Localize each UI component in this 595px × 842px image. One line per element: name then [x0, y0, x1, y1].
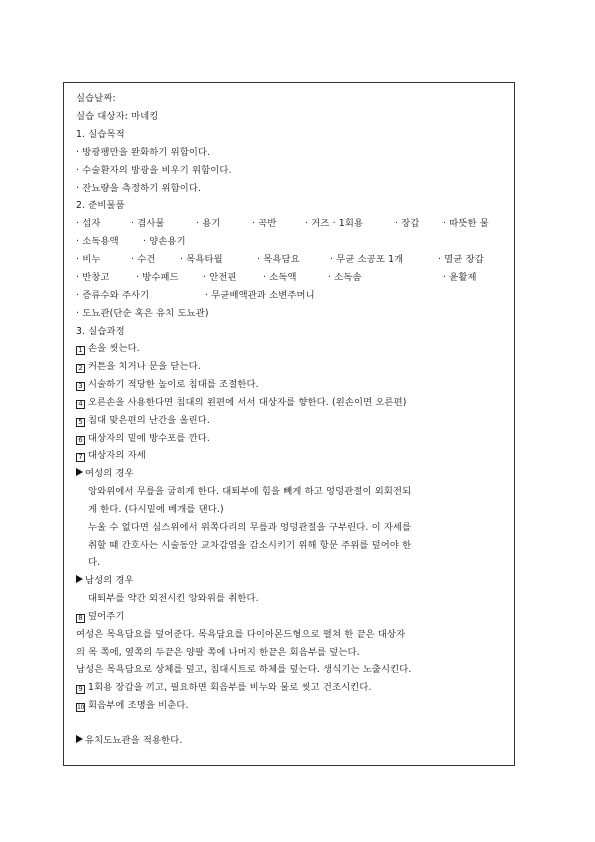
procedure-step [76, 397, 407, 409]
supply-item: · 증류수와 주사기 [76, 290, 150, 301]
supply-item: · 소독용액 [76, 236, 119, 247]
cover-line: 여성은 목욕담요를 덮어준다. 목욕담요를 다이아몬드형으로 펼쳐 한 끝은 대상자 [76, 629, 406, 640]
step-text: 덮어주기 [88, 611, 125, 622]
female-case-line: 취할 때 간호사는 시술동안 교차감염을 감소시키기 위해 항문 주위를 덮어야 한 [88, 540, 412, 551]
procedure-step [76, 433, 210, 445]
step-number: 9 [76, 685, 85, 694]
supply-item: · 소독액 [263, 272, 297, 283]
step-number: 2 [76, 364, 85, 373]
supply-item: · 무균배액관과 소변주머니 [205, 290, 315, 301]
supply-item: · 도뇨관(단순 혹은 유치 도뇨관) [76, 308, 209, 319]
supply-item: · 방수패드 [136, 272, 179, 283]
supply-item: · 거즈 · 1회용 [305, 218, 364, 229]
step-number: 1 [76, 346, 85, 355]
supply-item: · 소독솜 [328, 272, 362, 283]
procedure-step [76, 361, 201, 373]
female-case-line: 게 한다. (다시밑에 베개를 댄다.) [88, 504, 224, 515]
cover-line: 남성은 목욕담요로 상체를 덮고, 침대시트로 하체를 덮는다. 생식기는 노출시킨다. [76, 664, 412, 675]
procedure-step [76, 700, 189, 712]
triangle-bullet-icon [76, 735, 83, 743]
male-case-label: 남성의 경우 [85, 575, 134, 586]
step-number: 5 [76, 418, 85, 427]
supply-item: · 양손용기 [143, 236, 186, 247]
step-number: 8 [76, 614, 85, 623]
step-text: 커튼을 치거나 문을 닫는다. [88, 361, 201, 372]
supply-item: · 목욕타월 [180, 254, 223, 265]
supply-item: · 수건 [131, 254, 156, 265]
procedure-step [76, 415, 210, 427]
male-case-heading [76, 575, 134, 587]
triangle-bullet-icon [76, 468, 83, 476]
procedure-step [76, 611, 125, 623]
female-case-heading [76, 468, 134, 480]
supply-item: · 용기 [196, 218, 221, 229]
supply-item: · 멸균 장갑 [438, 254, 484, 265]
supply-item: · 곡반 [252, 218, 277, 229]
step-number: 10 [77, 704, 84, 711]
female-case-label: 여성의 경우 [85, 468, 134, 479]
step-text: 대상자의 밑에 방수포를 깐다. [88, 433, 210, 444]
step-number: 3 [76, 382, 85, 391]
step-text: 오른손을 사용한다면 침대의 왼편에 서서 대상자를 향한다. (왼손이면 오른편) [88, 397, 407, 408]
triangle-bullet-icon [76, 575, 83, 583]
section-procedure-title: 3. 실습과정 [76, 326, 125, 337]
supply-item: · 장갑 [395, 218, 420, 229]
cover-line: 의 목 쪽에, 옆쪽의 두끝은 양팔 쪽에 나머지 한끝은 회음부를 덮는다. [76, 647, 360, 658]
supply-item: · 반창고 [76, 272, 110, 283]
male-case-line: 대퇴부를 약간 외전시킨 앙와위를 취한다. [88, 593, 259, 604]
supply-item: · 비누 [76, 254, 101, 265]
step-text: 대상자의 자세 [88, 450, 146, 461]
step-number: 7 [76, 453, 85, 462]
purpose-item: · 수술환자의 방광을 비우기 위함이다. [76, 165, 232, 176]
supply-item: · 목욕담요 [257, 254, 300, 265]
purpose-item: · 잔뇨량을 측정하기 위함이다. [76, 183, 202, 194]
final-note [76, 735, 183, 747]
procedure-step [76, 379, 259, 391]
step-text: 회음부에 조명을 비춘다. [88, 700, 189, 711]
section-supplies-title: 2. 준비물품 [76, 200, 125, 211]
supply-item: · 따뜻한 물 [443, 218, 489, 229]
section-purpose-title: 1. 실습목적 [76, 129, 125, 140]
step-number: 4 [76, 400, 85, 409]
female-case-line: 앙와위에서 무릎을 굽히게 한다. 대퇴부에 힘을 빼게 하고 엉덩관절이 외회전되 [88, 486, 412, 497]
female-case-line: 다. [88, 557, 101, 568]
supply-item: · 겸사물 [131, 218, 165, 229]
procedure-step [76, 682, 372, 694]
practice-date-label: 실습날짜: [76, 93, 116, 104]
procedure-step [76, 450, 146, 462]
practice-subject-label: 실습 대상자: 마네킹 [76, 111, 159, 122]
step-number: 6 [76, 436, 85, 445]
step-text: 시술하기 적당한 높이로 침대를 조절한다. [88, 379, 259, 390]
final-note-label: 유치도뇨관을 적용한다. [85, 735, 183, 746]
supply-item: · 윤활제 [443, 272, 477, 283]
female-case-line: 누울 수 없다면 심스위에서 위쪽다리의 무릎과 엉덩관절을 구부린다. 이 자세를 [88, 522, 412, 533]
procedure-step [76, 343, 140, 355]
step-text: 침대 맞은편의 난간을 올린다. [88, 415, 210, 426]
purpose-item: · 방광팽만을 완화하기 위함이다. [76, 147, 211, 158]
supply-item: · 안전핀 [203, 272, 237, 283]
supply-item: · 섭자 [76, 218, 101, 229]
step-text: 1회용 장갑을 끼고, 필요하면 회음부를 비누와 물로 씻고 건조시킨다. [88, 682, 372, 693]
supply-item: · 무균 소공포 1개 [330, 254, 404, 265]
step-text: 손을 씻는다. [88, 343, 140, 354]
